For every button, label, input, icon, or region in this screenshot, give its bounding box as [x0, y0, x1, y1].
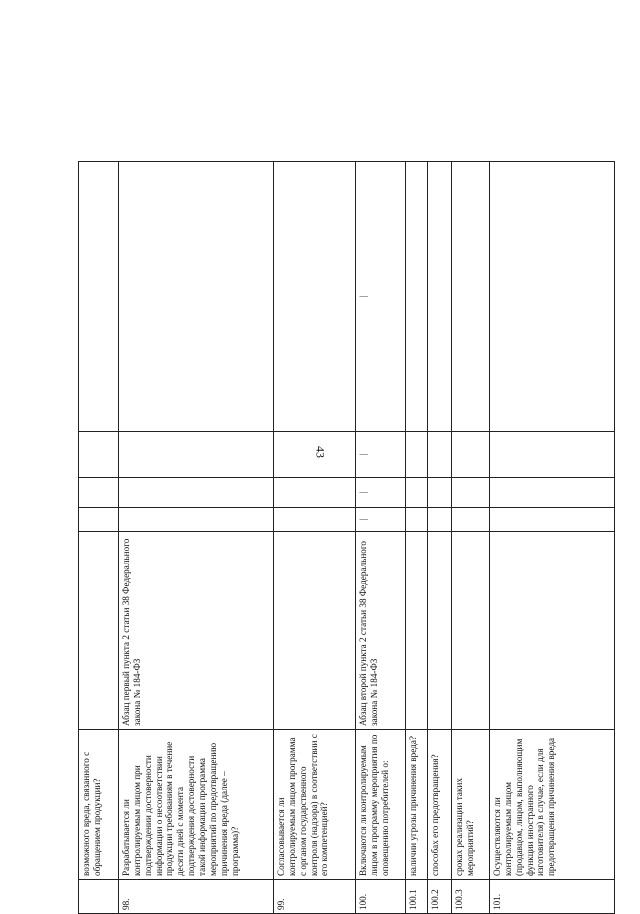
row-answer-no — [452, 478, 490, 508]
row-legal-reference — [452, 532, 490, 730]
row-question-text: Включаются ли контролируемым лицом в программу мероприятия по оповещению потребителей о: — [358, 734, 390, 876]
row-answer-yes — [274, 508, 356, 532]
page-number: 43 — [313, 446, 328, 458]
row-number — [274, 880, 356, 914]
row-number — [79, 880, 119, 914]
row-answer-no — [356, 478, 406, 508]
table-row — [79, 162, 119, 914]
table-row — [119, 162, 274, 914]
row-answer-na — [356, 432, 406, 478]
row-comment — [452, 162, 490, 432]
row-answer-na — [79, 432, 119, 478]
row-number — [452, 880, 490, 914]
row-number-text: 98. — [121, 898, 131, 910]
row-answer-na — [119, 432, 274, 478]
table-row — [452, 162, 490, 914]
row-legal-reference — [406, 532, 428, 730]
row-question — [428, 730, 452, 880]
row-legal-reference — [79, 532, 119, 730]
row-answer-yes — [490, 508, 615, 532]
row-answer-yes — [356, 508, 406, 532]
row-comment — [428, 162, 452, 432]
table-row — [428, 162, 452, 914]
row-number — [406, 880, 428, 914]
row-number — [490, 880, 615, 914]
row-comment — [119, 162, 274, 432]
row-answer-yes-text: | — [358, 518, 368, 521]
row-answer-na — [274, 432, 356, 478]
row-legal-reference-text: Абзац второй пункта 2 статьи 38 Федерального закона № 184-ФЗ — [358, 540, 379, 726]
row-legal-reference — [428, 532, 452, 730]
row-answer-no — [428, 478, 452, 508]
table-row — [406, 162, 428, 914]
row-legal-reference — [356, 532, 406, 730]
row-question-text: Разрабатывается ли контролируемым лицом при подтверждении достоверности информации о несоответствии продукции требованиям в течение десяти дней с момента подтверждения достоверности такой информации программа мероприятий по предотвращению причинения вреда (далее – программа)? — [121, 741, 240, 876]
row-question — [490, 730, 615, 880]
row-answer-yes — [406, 508, 428, 532]
row-question — [406, 730, 428, 880]
row-question-text: Согласовывается ли контролируемым лицом программа с органом государственного контроля (надзора) в соответствии с его компетенцией? — [276, 734, 330, 876]
row-question-text: сроках реализации таких мероприятий? — [454, 778, 475, 876]
row-comment — [274, 162, 356, 432]
row-comment — [79, 162, 119, 432]
row-answer-na-text: | — [358, 453, 368, 456]
row-question-text: возможного вреда, связанного с обращением продукции? — [81, 751, 102, 876]
row-answer-no — [79, 478, 119, 508]
row-number-text: 100.2 — [430, 889, 440, 910]
row-question-text: Осуществляются ли контролируемым лицом (продавцом, лицом, выполняющим функции иностранного изготовителя) в случае, если для предотвращения причинения вреда — [492, 737, 557, 876]
row-number-text: 99. — [276, 898, 286, 910]
row-comment — [490, 162, 615, 432]
row-question-text: наличии угрозы причинения вреда? — [408, 735, 418, 876]
row-answer-no — [119, 478, 274, 508]
row-answer-no — [406, 478, 428, 508]
row-number — [119, 880, 274, 914]
row-answer-na — [428, 432, 452, 478]
row-question — [452, 730, 490, 880]
row-answer-na — [452, 432, 490, 478]
row-legal-reference-text: Абзац первый пункта 2 статьи 38 Федерального закона № 184-ФЗ — [121, 538, 142, 726]
row-number-text: 100. — [358, 893, 368, 910]
row-comment — [356, 162, 406, 432]
row-answer-no — [274, 478, 356, 508]
row-number-text: 101. — [492, 893, 502, 910]
table-row — [274, 162, 356, 914]
row-number-text: 100.3 — [454, 889, 464, 910]
row-comment-text: | — [358, 295, 368, 298]
row-comment — [406, 162, 428, 432]
checklist-table-sheet — [78, 162, 614, 914]
row-question — [79, 730, 119, 880]
table-row — [356, 162, 406, 914]
row-question — [274, 730, 356, 880]
row-answer-yes — [452, 508, 490, 532]
row-number — [428, 880, 452, 914]
row-question — [119, 730, 274, 880]
row-legal-reference — [490, 532, 615, 730]
row-number — [356, 880, 406, 914]
table-row — [490, 162, 615, 914]
checklist-table — [78, 161, 615, 914]
row-answer-yes — [119, 508, 274, 532]
row-answer-na — [490, 432, 615, 478]
row-number-text: 100.1 — [408, 889, 418, 910]
row-question — [356, 730, 406, 880]
row-answer-no — [490, 478, 615, 508]
row-answer-no-text: | — [358, 491, 368, 494]
row-question-text: способах его предотвращения? — [430, 754, 440, 876]
row-answer-yes — [428, 508, 452, 532]
row-answer-yes — [79, 508, 119, 532]
row-legal-reference — [119, 532, 274, 730]
row-legal-reference — [274, 532, 356, 730]
row-answer-na — [406, 432, 428, 478]
